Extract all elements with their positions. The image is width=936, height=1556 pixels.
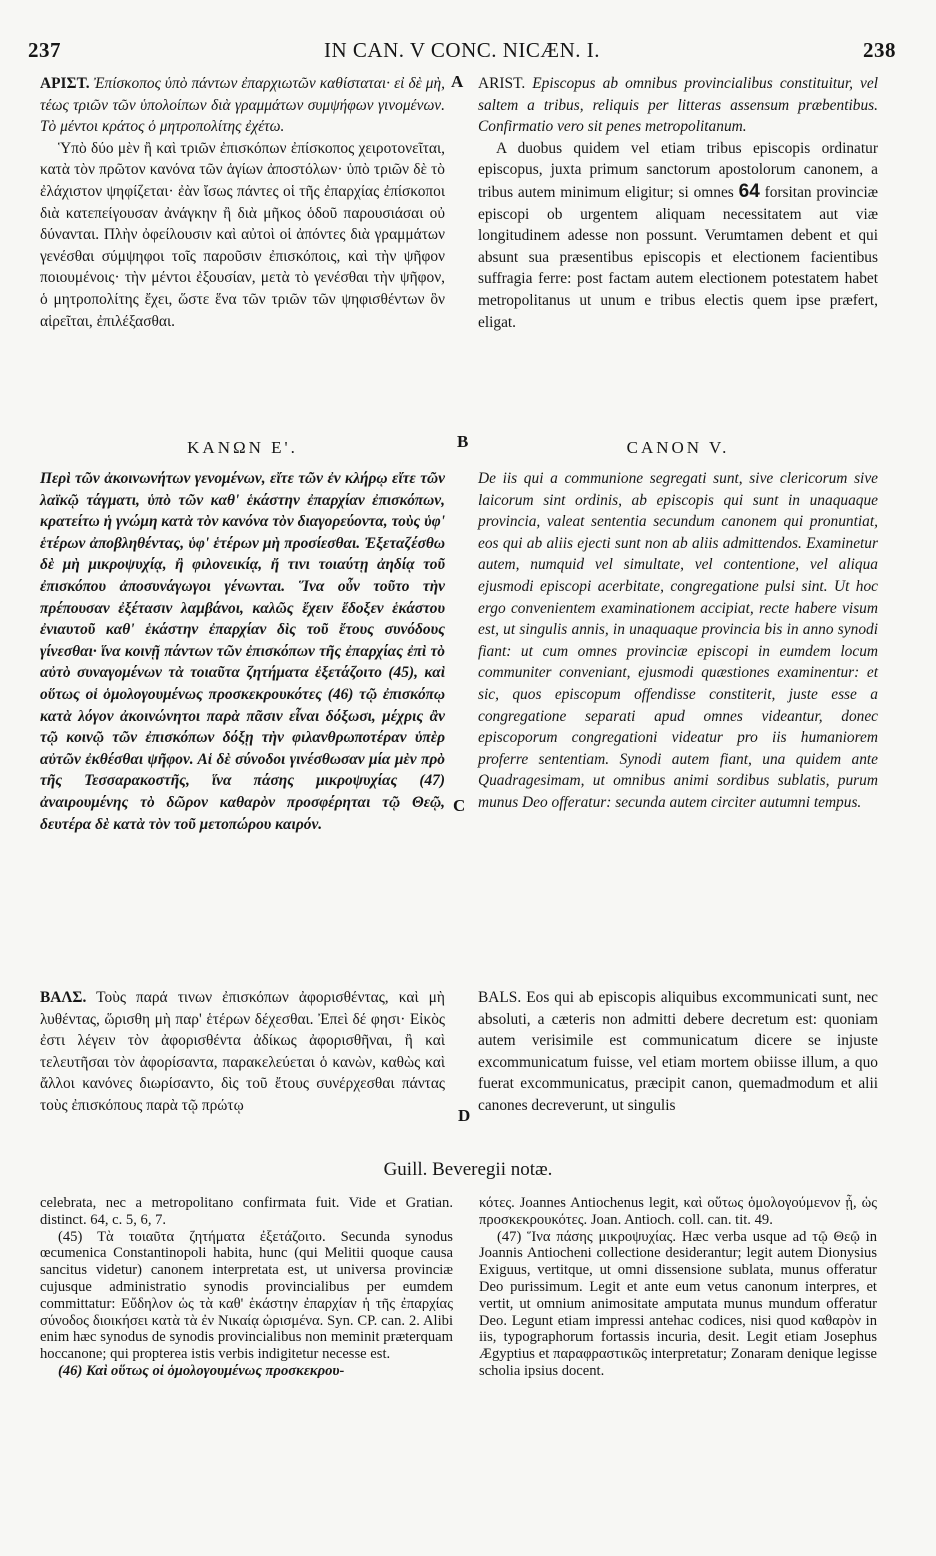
greek-canon-text: Περὶ τῶν ἀκοινωνήτων γενομένων, εἴτε τῶν ἐν κλήρῳ εἴτε τῶν λαϊκῷ τάγματι, ὑπὸ τῶν καθ' ἑκάστην ἐπαρχίαν ἐπισκόπων, κρατείτω ἡ γνώμη κατὰ τὸν κανόνα τὸν διαγορεύοντα, τοὺς ὑφ' ἑτέρων ἀποβληθέντας, ὑφ' ἑτέρων μὴ προσίεσθαι. Ἐξεταζέσθω δὲ μὴ μικροψυχίᾳ, ἢ φιλονεικίᾳ, ἤ τινι τοιαύτῃ ἀηδίᾳ τοῦ ἐπισκόπου ἀποσυνάγωγοι γένωνται. Ἵνα οὖν τοῦτο τὴν πρέπουσαν ἐξέτασιν λαμβάνοι, καλῶς ἔχειν ἔδοξεν ἑκάστου ἐνιαυτοῦ καθ' ἑκάστην ἐπαρχίαν δὶς τοῦ ἔτους συνόδους γίνεσθαι· ἵνα κοινῇ πάντων τῶν ἐπισκόπων τῆς ἐπαρχίας ἐπὶ τὸ αὐτὸ συναγομένων τὰ τοιαῦτα ζητήματα ἐξετάζοιτο (45), καὶ οὕτως οἱ ὁμολογουμένως προσκεκρουκότες (46) τῷ ἐπισκόπῳ κατὰ λόγον ἀκοινώνητοι παρὰ πᾶσιν εἶναι δόξωσι, μέχρις ἂν τῷ κοινῷ τῶν ἐπισκόπων δόξῃ τὴν φιλανθρωποτέραν ὑπὲρ αὐτῶν ἐκθέσθαι ψῆφον. Αἱ δὲ σύνοδοι γινέσθωσαν μία μὲν πρὸ τῆς Τεσσαρακοστῆς, ἵνα πάσης μικροψυχίας (47) ἀναιρουμένης τὸ δῶρον καθαρὸν προσφέρηται τῷ Θεῷ, δευτέρα δὲ κατὰ τὸν τοῦ μετοπώρου καιρόν. — [40, 470, 445, 833]
arist-tag: ARIST. — [478, 75, 526, 92]
balsamon-tag-greek: ΒΑΛΣ. — [40, 989, 87, 1006]
greek-column-canon — [40, 468, 445, 835]
margin-letter-d: D — [458, 1106, 471, 1125]
greek-column-top — [40, 73, 445, 332]
greek-aristenus-paragraph — [40, 73, 445, 138]
notes-left-column — [40, 1195, 453, 1380]
running-header — [28, 38, 896, 68]
latin-commentary-paragraph — [478, 138, 878, 333]
latin-commentary-part1: A duobus quidem vel etiam tribus episcopis ordinatur episcopus, juxta primum sanctorum apostolorum canonem, a tribus autem minimum eligitur; si omnes — [478, 139, 878, 201]
greek-balsamon-text: Τοὺς παρά τινων ἐπισκόπων ἀφορισθέντας, καὶ μὴ λυθέντας, ὥρισθη μὴ παρ' ἑτέρων δέχεσθαι. Ἐπεὶ δέ φησι· Εἰκὸς ἐστι λέγειν τὸν ἀφορισθέντα ἀδίκως ἀφορισθῆναι, ἢ καὶ τελευτῆσαι τὸν ἀφορίσαντα, παρακελεύεται ὁ κανὼν, καθὼς καὶ ἄλλοι κανόνες διωρίσαντο, δὶς τοῦ ἔτους συνέρχεσθαι πάντας τοὺς ἐπισκόπους παρὰ τῷ πρώτῳ — [40, 989, 445, 1114]
aristenus-tag: ΑΡΙΣΤ. — [40, 75, 90, 92]
page-number-right: 238 — [863, 38, 896, 62]
latin-canon-title: CANON V. — [626, 438, 730, 457]
balsamon-tag-latin: BALS. — [478, 989, 522, 1006]
latin-column-canon — [478, 468, 878, 814]
greek-balsamon-paragraph — [40, 987, 445, 1117]
aristenus-text: Ἐπίσκοπος ὑπὸ πάντων ἐπαρχιωτῶν καθίσταται· εἰ δὲ μὴ, τέως τριῶν τῶν ὑπολοίπων διὰ γραμμάτων συμψήφων γινομένων. Τὸ μέντοι κράτος ὁ μητροπολίτης ἐχέτω. — [40, 75, 445, 136]
folio-number-64: 64 — [738, 180, 760, 202]
latin-aristenus-paragraph — [478, 73, 878, 138]
notes-right-column — [479, 1195, 877, 1380]
notes-heading: Guill. Beveregii notæ. — [383, 1159, 553, 1180]
running-title: IN CAN. V CONC. NICÆN. I. — [324, 38, 600, 62]
note-45: (45) Τὰ τοιαῦτα ζητήματα ἐξετάζοιτο. Secunda synodus œcumenica Constantinopoli habita, hunc (qui Melitii quoque causa sancitus videtur) canonem interpretata est, ut universa provinciæ cujusque administratio synodis provincialibus per eumdem committatur: Εὔδηλον ὡς τὰ καθ' ἑκάστην ἐπαρχίαν ἡ τῆς ἐπαρχίας σύνοδος διοικήσει κατὰ τὰ ἐν Νικαίᾳ ὡρισμένα. Syn. CP. can. 2. Alibi enim hæc synodus de synodis provincialibus non meminit præterquam hoccanone; qui propterea istis verbis indigitetur necesse est. — [40, 1228, 453, 1363]
greek-canon-title: ΚΑΝΩΝ Ε'. — [187, 438, 298, 457]
latin-column-top — [478, 73, 878, 333]
margin-letter-b: B — [457, 432, 469, 451]
greek-commentary-paragraph: Ὑπὸ δύο μὲν ἢ καὶ τριῶν ἐπισκόπων ἐπίσκοπος χειροτονεῖται, κατὰ τὸν πρῶτον κανόνα τῶν ἁγίων ἀποστόλων· ὑπὸ τριῶν δὲ τὸ ἐλάχιστον ψηφίζεται· ἐὰν ἴσως πάντες οἱ τῆς ἐπαρχίας ἐπίσκοποι διὰ κατεπείγουσαν ἀνάγκην ἢ διὰ μῆκος ὁδοῦ παρουσιάσαι οὐ δύνανται. Πλὴν ὀφείλουσιν καὶ αὐτοὶ οἱ ἀπόντες διὰ γραμμάτων γενέσθαι σύμψηφοι τοῖς παροῦσιν ἐπισκόποις, καὶ τὴν ψῆφον ποιουμένοις· τὴν μέντοι ἐξουσίαν, μετὰ τὸ γενέσθαι τὴν ψῆφον, ὁ μητροπολίτης ἔχει, ὥστε ἕνα τῶν τριῶν τῶν ψηφισθέντων ὃν αἱρεῖται, ἐπιλέξασθαι. — [40, 139, 445, 330]
note-46-continued: κότες. Joannes Antiochenus legit, καὶ οὕτως ὁμολογούμενον ᾖ, ὡς προσκεκρουκότες. Joan. Antioch. coll. can. tit. 49. — [479, 1195, 877, 1228]
latin-commentary-part2: forsitan provinciæ episcopi ob urgentem aliquam necessitatem aut viæ longitudinem adesse non possunt. Verumtamen debent et qui absunt sua præsentibus episcopis et electionem facientibus suffragia ferre: post factam autem electionem potestatem habet metropolitanus ut unum e tribus electis quem ipse præfert, eligat. — [478, 183, 878, 331]
note-46: (46) Καὶ οὕτως οἱ ὁμολογουμένως προσκεκρου- — [58, 1362, 345, 1379]
margin-letter-a: A — [451, 72, 464, 91]
page-number-left: 237 — [28, 38, 61, 62]
margin-letter-c: C — [453, 796, 466, 815]
note-47: (47) Ἵνα πάσης μικροψυχίας. Hæc verba usque ad τῷ Θεῷ in Joannis Antiocheni collectione desiderantur; legit autem Dionysius Exiguus, vertitque, ut omni dissensione sublata, munus offeratur Deo purissimum. Legit et ante eum vetus canonum interpres, et vertit, ut omnium animositate amputata munus mundum offeratur Deo. Legunt etiam impressi antehac codices, nisi quod καθαρὸν in iis, typographorum fortassis incuria, desit. Legit etiam Josephus Ægyptius et παραφραστικῶς interpretatur; Zonaram denique legisse scholia ipsius docent. — [479, 1228, 877, 1379]
latin-balsamon-paragraph — [478, 987, 878, 1117]
latin-column-balsamon — [478, 987, 878, 1117]
arist-text: Episcopus ab omnibus provincialibus constituitur, vel saltem a tribus, reliquis per litteras assensum præbentibus. Confirmatio vero sit penes metropolitanum. — [478, 75, 878, 136]
latin-balsamon-text: Eos qui ab episcopis aliquibus excommunicati sunt, nec absoluti, a cæteris non admitti debere decretum est: quoniam autem verisimile est communicatum dicere se injuste excommunicatum fuisse, vel etiam mortem obiisse illum, a quo fuerat excommunicatus, præcipit canon, quemadmodum et alii canones decreverunt, ut singulis — [478, 989, 878, 1114]
greek-column-balsamon — [40, 987, 445, 1117]
latin-canon-text: De iis qui a communione segregati sunt, sive clericorum sive laicorum sint ordinis, ab episcopis qui sunt in unaquaque provincia, valeat sententia secundum canonem qui pronuntiat, eos qui ab aliis ejecti sunt non ab aliis admittendos. Examinetur autem, numquid vel simultate, vel contentione, vel aliqua ejusmodi episcopi acerbitate, congregatione pulsi sint. Ut hoc ergo convenientem examinationem accipiat, recte habere visum est, ut singulis annis, in unaquaque provincia bis in anno synodi fiant: ut cum omnes provinciæ episcopi in eumdem locum communiter conveniant, ejusmodi quæstiones examinentur: et sic, quos episcopum offendisse constiterit, juste esse a congregatione separati apud omnes videantur, donec episcoporum congregationi videatur pro iis humaniorem proferre sententiam. Synodi autem fiant, una quidem ante Quadragesimam, ut omnibus animi sordibus sublatis, purum munus Deo offeratur: secunda autem circiter autumni tempus. — [478, 470, 878, 811]
note-paragraph: celebrata, nec a metropolitano confirmata fuit. Vide et Gratian. distinct. 64, c. 5, 6, 7. — [40, 1195, 453, 1228]
